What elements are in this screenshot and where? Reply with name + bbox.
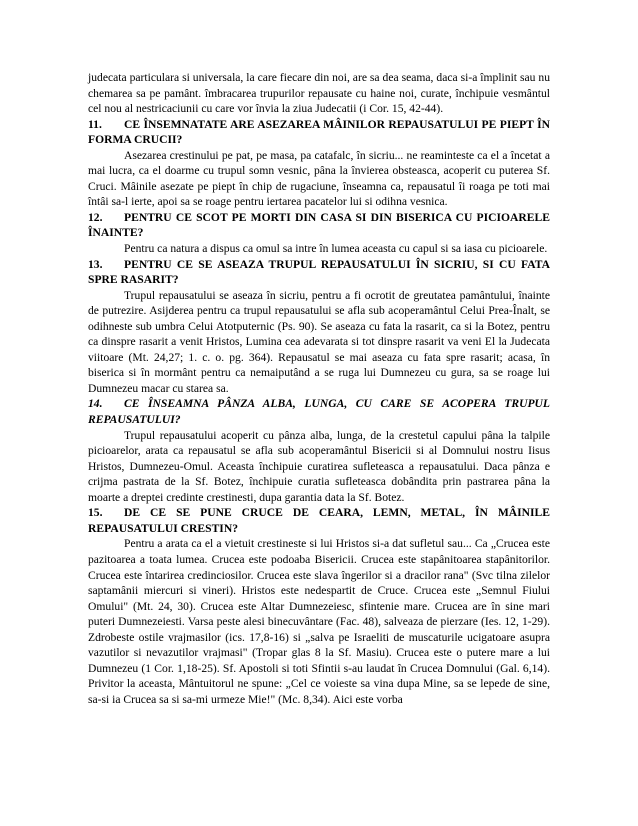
question-title: CE ÎNSEMNATATE ARE ASEZAREA MÂINILOR REPAUSATULUI PE PIEPT ÎN FORMA CRUCII? xyxy=(88,117,550,147)
question-number: 14. xyxy=(88,397,103,411)
paragraph-continuation: judecata particulara si universala, la care fiecare din noi, are sa dea seama, daca si-a împlinit sau nu chemarea sa pe pamânt. îmbracarea trupurilor repausate cu haine noi, curate, închipuie vesmântul cel nou al nestricaciunii cu care vor învia la ziua Judecatii (i Cor. 15, 42-44). xyxy=(88,71,550,116)
question-heading-13 xyxy=(88,257,550,288)
answer-paragraph-14: Trupul repausatului acoperit cu pânza alba, lunga, de la crestetul capului pâna la talpile picioarelor, arata ca repausatul se afla sub acoperamântul Bisericii si al Domnului nostru Iisus Hristos, Dumnezeu-Omul. Aceasta închipuie curatirea sufleteasca a repausatului. Daca pânza e crijma pastrata de la Sf. Botez, închipuie curatia sufleteasca dobândita prin pastrarea pâna la moarte a dreptei credinte crestinesti, dupa garantia data la Sf. Botez. xyxy=(88,428,550,504)
question-title: DE CE SE PUNE CRUCE DE CEARA, LEMN, METAL, ÎN MÂINILE REPAUSATULUI CRESTIN? xyxy=(88,506,550,535)
question-title: CE ÎNSEAMNA PÂNZA ALBA, LUNGA, CU CARE SE ACOPERA TRUPUL REPAUSATULUI? xyxy=(88,397,550,427)
document-page xyxy=(88,70,550,707)
answer-paragraph-15: Pentru a arata ca el a vietuit crestineste si lui Hristos si-a dat sufletul sau... Ca „Crucea este pazitoarea a toata lumea. Crucea este podoaba Bisericii. Crucea este stapânitoarea stapânitorilor. Crucea este întarirea credinciosilor. Crucea este slava îngerilor si a dracilor rana" (Svc tilna zilelor saptamânii miercuri si vineri). Hristos este nedespartit de Cruce. Crucea este „Semnul Fiului Omului" (Mt. 24, 30). Crucea este Altar Dumnezeiesc, sfintenie mare. Crucea are în sine mari puteri Dumnezeiesti. Varsa peste alesi binecuvântare (Fac. 48), salveaza de pierzare (Ies. 12, 1-29). Zdrobeste ostile vrajmasilor (ics. 17,8-16) si „salva pe Israeliti de muscaturile ucigatoare asupra vazutilor si nevazutilor vrajmasi" (Tropar glas 8 la Sf. Masiu). Crucea este o putere mare a lui Dumnezeu (1 Cor. 1,18-25). Sf. Apostoli si toti Sfintii s-au laudat în Crucea Domnului (Gal. 6,14). Privitor la aceasta, Mântuitorul ne spune: „Cel ce voieste sa vina dupa Mine, sa se lepede de sine, sa-si ia Crucea sa si sa-mi urmeze Mie!" (Mc. 8,34). Aici este vorba xyxy=(88,537,550,706)
answer-paragraph-11: Asezarea crestinului pe pat, pe masa, pa catafalc, în sicriu... ne reaminteste ca el a încetat a mai lucra, ca el doarme cu trupul somn vesnic, pâna la învierea obsteasca, acoperit cu puterea Sf. Cruci. Mâinile asezate pe piept în chip de rugaciune, înseamna ca, repausatul îi roaga pe toti mai întâi sa-l ierte, apoi sa se roage pentru iertarea pacatelor lui si odihna vesnica. xyxy=(88,148,550,209)
question-heading-11 xyxy=(88,117,550,148)
question-number: 13. xyxy=(88,257,103,271)
question-number: 11. xyxy=(88,117,102,131)
question-number: 15. xyxy=(88,506,103,520)
question-title: PENTRU CE SCOT PE MORTI DIN CASA SI DIN BISERICA CU PICIOARELE ÎNAINTE? xyxy=(88,210,550,240)
question-title: PENTRU CE SE ASEAZA TRUPUL REPAUSATULUI ÎN SICRIU, SI CU FATA SPRE RASARIT? xyxy=(88,257,550,287)
question-heading-14 xyxy=(88,396,550,427)
question-heading-15 xyxy=(88,505,550,536)
answer-paragraph-13: Trupul repausatului se aseaza în sicriu, pentru a fi ocrotit de greutatea pamântului, înainte de putrezire. Asijderea pentru ca trupul repausatului se afla sub acoperamântul Celui Prea-Înalt, se odihneste sub umbra Celui Atotputernic (Ps. 90). Se aseaza cu fata la rasarit, ca si la Botez, pentru ca dinspre rasarit a venit Hristos, Lumina cea adevarata si tot dinspre rasarit va veni El la Judecata viitoare (Mt. 24,27; 1. c. o. pg. 364). Repausatul se mai aseaza cu fata spre rasarit; acasa, în biserica si în mormânt pentru ca nemaiputând a se ruga lui Dumnezeu cu gura, sa se roage lui Dumnezeu macar cu starea sa. xyxy=(88,288,550,395)
answer-paragraph-12: Pentru ca natura a dispus ca omul sa intre în lumea aceasta cu capul si sa iasa cu picioarele. xyxy=(124,242,548,256)
question-heading-12 xyxy=(88,210,550,241)
question-number: 12. xyxy=(88,210,103,224)
